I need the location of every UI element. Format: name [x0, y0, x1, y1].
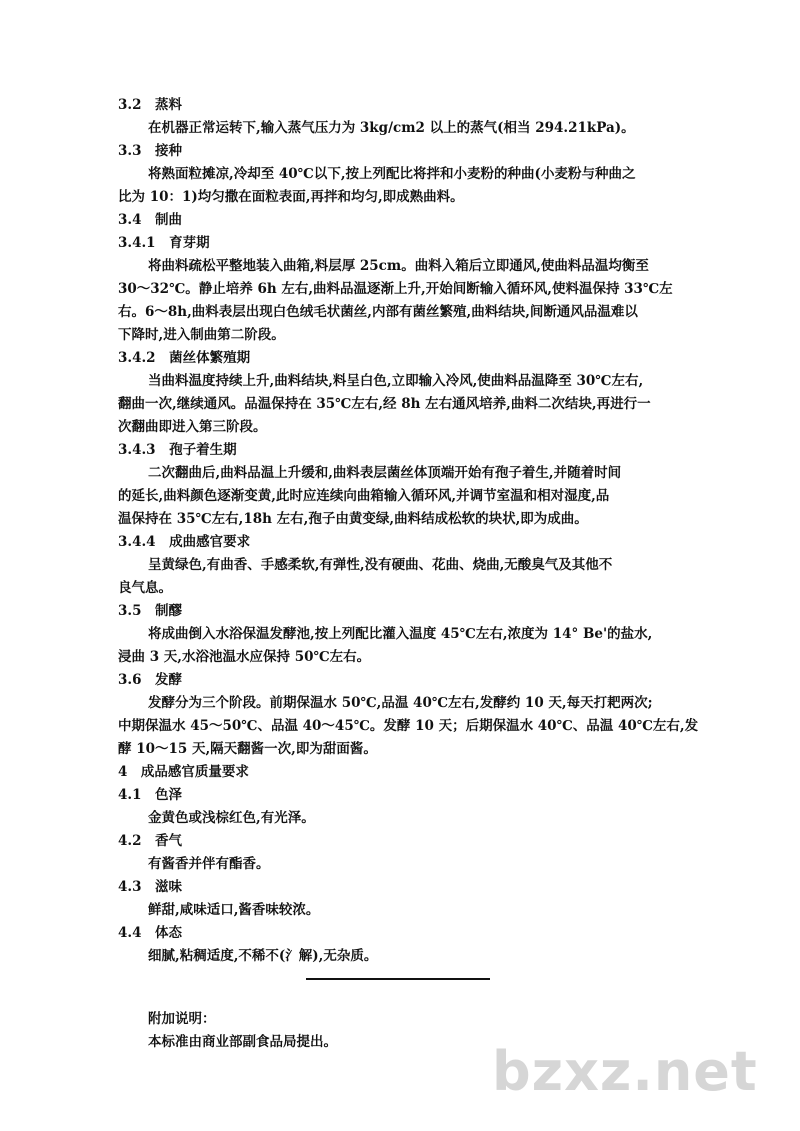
section-4-1-text: 金黄色或浅棕红色,有光泽。	[148, 810, 315, 826]
section-3-5-text-1: 将成曲倒入水浴保温发酵池,按上列配比灌入温度 45℃左右,浓度为 14° Be'的盐水,	[148, 626, 653, 642]
section-3-3-heading: 3.3 接种	[118, 143, 182, 159]
section-3-4-1-text-4: 下降时,进入制曲第二阶段。	[118, 327, 285, 343]
section-4-1-heading: 4.1 色泽	[118, 787, 182, 803]
section-3-4-3-text-1: 二次翻曲后,曲料品温上升缓和,曲料表层菌丝体顶端开始有孢子着生,并随着时间	[148, 465, 622, 481]
section-3-5-text-2: 浸曲 3 天,水浴池温水应保持 50℃左右。	[118, 649, 371, 665]
section-3-4-3-text-3: 温保持在 35℃左右,18h 左右,孢子由黄变绿,曲料结成松软的块状,即为成曲。	[118, 511, 588, 527]
section-4-3-heading: 4.3 滋味	[118, 879, 182, 895]
section-3-4-heading: 3.4 制曲	[118, 212, 182, 228]
section-4-2-text: 有酱香并伴有酯香。	[148, 856, 270, 872]
section-3-4-2-heading: 3.4.2 菌丝体繁殖期	[118, 350, 251, 366]
section-3-4-1-heading: 3.4.1 育芽期	[118, 235, 210, 251]
footer-note-label: 附加说明：	[148, 1011, 216, 1027]
section-3-2-text: 在机器正常运转下,输入蒸气压力为 3kg/cm2 以上的蒸气(相当 294.21kPa)。	[148, 120, 635, 136]
section-4-3-text: 鲜甜,咸味适口,酱香味较浓。	[148, 902, 320, 918]
section-3-4-4-heading: 3.4.4 成曲感官要求	[118, 534, 251, 550]
section-4-heading: 4 成品感官质量要求	[118, 764, 249, 780]
section-3-4-2-text-2: 翻曲一次,继续通风。品温保持在 35℃左右,经 8h 左右通风培养,曲料二次结块,再进行一	[118, 396, 651, 412]
section-3-4-1-text-3: 右。6～8h,曲料表层出现白色绒毛状菌丝,内部有菌丝繁殖,曲料结块,间断通风品温难以	[118, 304, 638, 320]
section-3-6-heading: 3.6 发酵	[118, 672, 182, 688]
section-4-4-heading: 4.4 体态	[118, 925, 182, 941]
section-3-4-3-heading: 3.4.3 孢子着生期	[118, 442, 237, 458]
section-4-4-text: 细腻,粘稠适度,不稀不(氵解),无杂质。	[148, 948, 378, 964]
section-3-4-3-text-2: 的延长,曲料颜色逐渐变黄,此时应连续向曲箱输入循环风,并调节室温和相对湿度,品	[118, 488, 610, 504]
watermark-logo: bzxz.net	[492, 1040, 758, 1103]
section-4-2-heading: 4.2 香气	[118, 833, 182, 849]
section-3-4-2-text-1: 当曲料温度持续上升,曲料结块,料呈白色,立即输入冷风,使曲料品温降至 30℃左右,	[148, 373, 644, 389]
section-3-6-text-1: 发酵分为三个阶段。前期保温水 50℃,品温 40℃左右,发酵约 10 天,每天打耙两次;	[148, 695, 653, 711]
section-3-4-4-text-1: 呈黄绿色,有曲香、手感柔软,有弹性,没有硬曲、花曲、烧曲,无酸臭气及其他不	[148, 557, 613, 573]
section-3-3-text-2: 比为 10：1)均匀撒在面粒表面,再拌和均匀,即成熟曲料。	[118, 189, 464, 205]
section-3-5-heading: 3.5 制醪	[118, 603, 182, 619]
section-3-4-1-text-2: 30～32℃。静止培养 6h 左右,曲料品温逐渐上升,开始间断输入循环风,使料温保持 33℃左	[118, 281, 673, 297]
section-3-2-heading: 3.2 蒸料	[118, 97, 182, 113]
section-3-3-text-1: 将熟面粒摊凉,冷却至 40℃以下,按上列配比将拌和小麦粉的种曲(小麦粉与种曲之	[148, 166, 636, 182]
section-3-6-text-2: 中期保温水 45～50℃、品温 40～45℃。发酵 10 天；后期保温水 40℃、品温 40℃左右,发	[118, 718, 699, 734]
footer-note-text: 本标准由商业部副食品局提出。	[148, 1034, 337, 1050]
section-3-4-4-text-2: 良气息。	[118, 580, 172, 596]
section-divider	[306, 978, 490, 980]
section-3-6-text-3: 酵 10～15 天,隔天翻酱一次,即为甜面酱。	[118, 741, 377, 757]
section-3-4-2-text-3: 次翻曲即进入第三阶段。	[118, 419, 267, 435]
section-3-4-1-text-1: 将曲料疏松平整地装入曲箱,料层厚 25cm。曲料入箱后立即通风,使曲料品温均衡至	[148, 258, 649, 274]
